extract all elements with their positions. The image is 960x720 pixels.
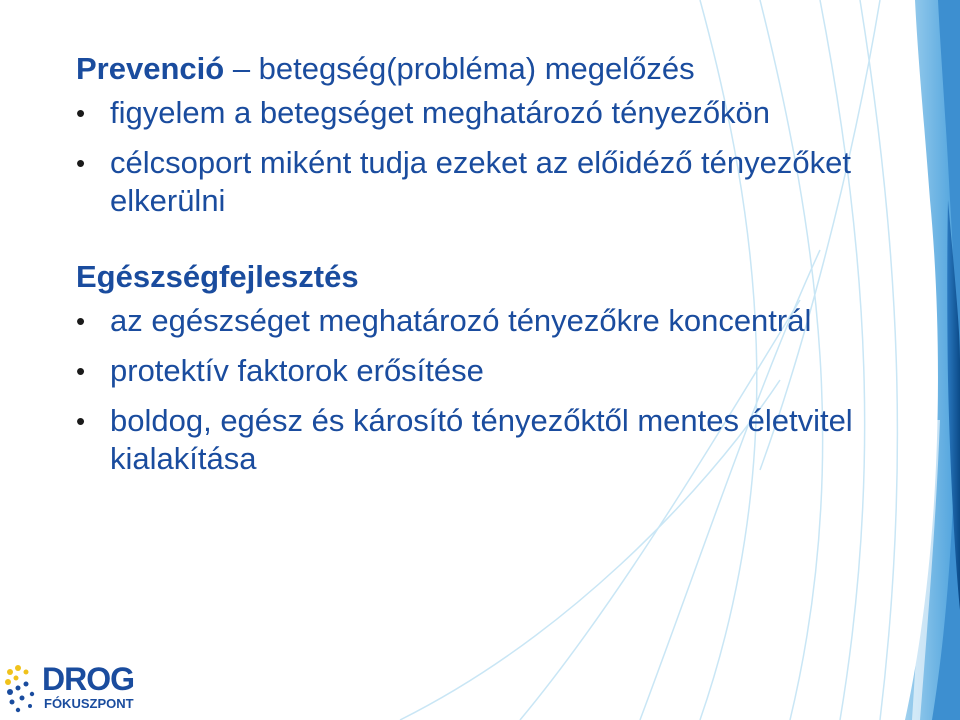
heading-rest-text: – betegség(probléma) megelőzés — [224, 51, 695, 86]
drog-fokuszpont-logo — [4, 662, 154, 716]
logo-word: DROG — [42, 661, 134, 697]
section-heading-health-promotion: Egészségfejlesztés — [76, 259, 359, 294]
slide-content — [76, 50, 896, 478]
section-heading-prevention — [76, 50, 896, 88]
bullet-item: • figyelem a betegséget meghatározó tényezőkön — [76, 94, 896, 132]
heading-text: Prevenció — [76, 51, 225, 86]
bullet-item: • az egészséget meghatározó tényezőkre koncentrál — [76, 302, 896, 340]
logo-subtitle: FÓKUSZPONT — [44, 696, 134, 711]
prevention-bullet-list — [76, 94, 896, 220]
bullet-item: • boldog, egész és károsító tényezőktől mentes életvitel kialakítása — [76, 402, 896, 478]
bullet-item: • protektív faktorok erősítése — [76, 352, 896, 390]
eu-stars-icon — [4, 664, 42, 714]
health-promotion-bullet-list — [76, 302, 896, 478]
bullet-item: • célcsoport miként tudja ezeket az előidéző tényezőket elkerülni — [76, 144, 896, 220]
